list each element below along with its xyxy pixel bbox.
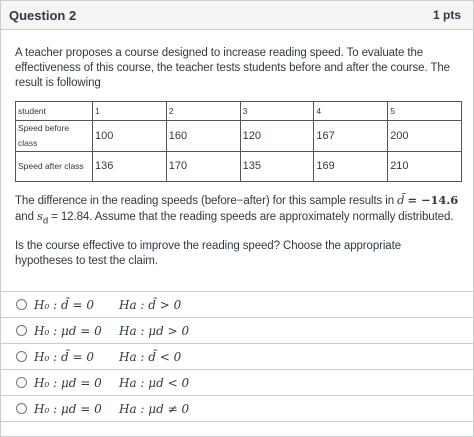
radio-button[interactable] bbox=[16, 377, 27, 388]
row-label: Speed before class bbox=[16, 121, 93, 152]
alt-hypothesis: Ha : μd < 0 bbox=[119, 375, 190, 390]
table-row bbox=[16, 121, 462, 152]
table-cell: 135 bbox=[240, 152, 314, 182]
sd-subscript: d bbox=[42, 215, 49, 227]
difference-and: and bbox=[15, 211, 34, 223]
null-hypothesis: H₀ : μd = 0 bbox=[34, 323, 102, 338]
radio-button[interactable] bbox=[16, 403, 27, 414]
null-hypothesis: H₀ : μd = 0 bbox=[34, 401, 102, 416]
reading-speed-table bbox=[15, 101, 462, 182]
radio-button[interactable] bbox=[16, 351, 27, 362]
answer-option[interactable] bbox=[1, 318, 473, 344]
table-cell: 136 bbox=[93, 152, 167, 182]
divider bbox=[1, 421, 473, 422]
alt-hypothesis: Ha : d̄ < 0 bbox=[119, 349, 182, 364]
table-cell: 167 bbox=[314, 121, 388, 152]
question-header bbox=[1, 1, 473, 30]
table-header-cell: 1 bbox=[93, 102, 167, 121]
difference-statement bbox=[15, 193, 459, 228]
table-header-cell: 4 bbox=[314, 102, 388, 121]
table-cell: 210 bbox=[388, 152, 462, 182]
null-hypothesis: H₀ : d̄ = 0 bbox=[34, 349, 94, 364]
question-body bbox=[1, 30, 473, 269]
difference-text: The difference in the reading speeds (before−after) for this sample results in bbox=[15, 195, 395, 207]
question-intro: A teacher proposes a course designed to increase reading speed. To evaluate the effectiveness of this course, the teacher tests students before and after the course. The result is following bbox=[15, 47, 450, 89]
table-cell: 170 bbox=[166, 152, 240, 182]
answer-option[interactable] bbox=[1, 292, 473, 318]
sd-symbol: s bbox=[37, 209, 43, 223]
table-cell: 160 bbox=[166, 121, 240, 152]
answer-list bbox=[1, 291, 473, 422]
table-header-row bbox=[16, 102, 462, 121]
alt-hypothesis: Ha : μd > 0 bbox=[119, 323, 190, 338]
alt-hypothesis: Ha : d̄ > 0 bbox=[119, 297, 182, 312]
table-header-cell: 3 bbox=[240, 102, 314, 121]
table-cell: 200 bbox=[388, 121, 462, 152]
question-title: Question 2 bbox=[9, 7, 77, 23]
table-header-cell: 5 bbox=[388, 102, 462, 121]
answer-option[interactable] bbox=[1, 370, 473, 396]
sd-equals: = bbox=[51, 211, 58, 223]
claim-question: Is the course effective to improve the reading speed? Choose the appropriate hypotheses to test the claim. bbox=[15, 240, 401, 268]
row-label: Speed after class bbox=[16, 152, 93, 182]
table-header-cell: student bbox=[16, 102, 93, 121]
null-hypothesis: H₀ : d̄ = 0 bbox=[34, 297, 94, 312]
table-cell: 120 bbox=[240, 121, 314, 152]
table-header-cell: 2 bbox=[166, 102, 240, 121]
alt-hypothesis: Ha : μd ≠ 0 bbox=[119, 401, 190, 416]
answer-option[interactable] bbox=[1, 344, 473, 370]
radio-button[interactable] bbox=[16, 299, 27, 310]
answer-option[interactable] bbox=[1, 396, 473, 422]
radio-button[interactable] bbox=[16, 325, 27, 336]
table-cell: 169 bbox=[314, 152, 388, 182]
dbar-value: = −14.6 bbox=[407, 193, 459, 207]
sd-value: 12.84 bbox=[60, 211, 90, 223]
question-points: 1 pts bbox=[432, 8, 461, 22]
dbar-symbol: d̄ bbox=[397, 193, 405, 207]
table-row bbox=[16, 152, 462, 182]
null-hypothesis: H₀ : μd = 0 bbox=[34, 375, 102, 390]
table-cell: 100 bbox=[93, 121, 167, 152]
difference-tail: . Assume that the reading speeds are approximately normally distributed. bbox=[89, 211, 454, 223]
